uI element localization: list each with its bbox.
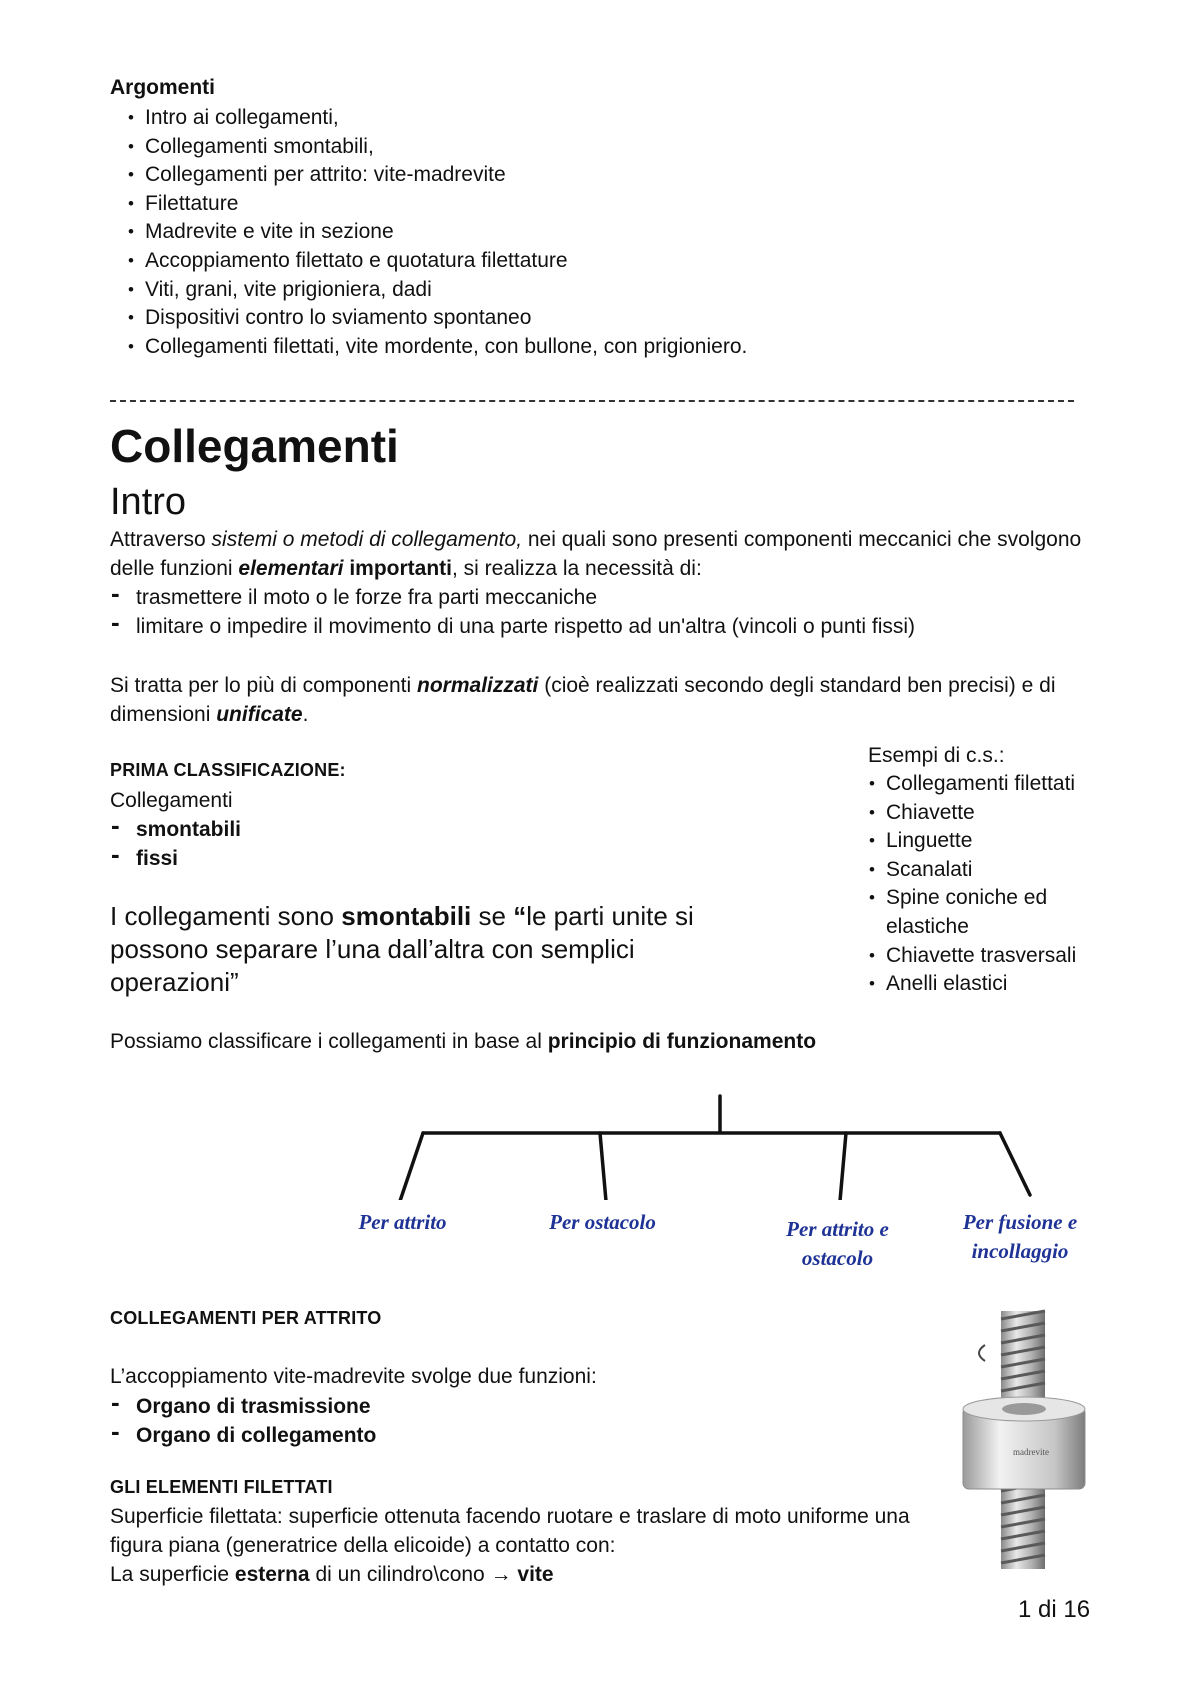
list-item: - trasmettere il moto o le forze fra parti meccaniche xyxy=(110,583,1110,612)
list-item: - Organo di trasmissione xyxy=(110,1392,610,1421)
threaded-heading: GLI ELEMENTI FILETTATI xyxy=(110,1477,333,1497)
list-item: • Collegamenti filettati, vite mordente, con bullone, con prigioniero. xyxy=(125,333,1025,362)
tree-leg-2 xyxy=(600,1133,606,1200)
tree-leg-4 xyxy=(1000,1133,1030,1195)
list-item: • Collegamenti filettati xyxy=(866,770,1116,799)
page-number: 1 di 16 xyxy=(1018,1596,1091,1623)
classification-heading: PRIMA CLASSIFICAZIONE: xyxy=(110,760,346,780)
list-item: • Filettature xyxy=(125,190,1025,219)
list-item: • Chiavette trasversali xyxy=(866,942,1116,971)
list-item: • Madrevite e vite in sezione xyxy=(125,218,1025,247)
quote-smontabili: smontabili xyxy=(341,901,472,931)
list-item: • Collegamenti per attrito: vite-madrevite xyxy=(125,161,1025,190)
diagram-label-attrito: Per attrito xyxy=(358,1210,447,1234)
diagram-label-fusione: Per fusione e incollaggio xyxy=(962,1210,1078,1263)
list-item: • Spine coniche ed elastiche xyxy=(866,884,1091,941)
list-item: • Accoppiamento filettato e quotatura filettature xyxy=(125,247,1025,276)
list-item: • Chiavette xyxy=(866,799,1116,828)
threaded-line: La superficie esterna di un cilindro\cono → vite xyxy=(110,1563,554,1586)
section-subtitle: Intro xyxy=(110,481,187,523)
diagram-label-attrito-ostacolo: Per attrito e ostacolo xyxy=(786,1217,889,1270)
topics-list xyxy=(125,104,1025,361)
classification-label: Collegamenti xyxy=(110,789,233,812)
topics-heading: Argomenti xyxy=(110,76,215,99)
friction-heading: COLLEGAMENTI PER ATTRITO xyxy=(110,1308,382,1328)
principle-bold: principio di funzionamento xyxy=(547,1030,817,1053)
list-item: • Anelli elastici xyxy=(866,970,1116,999)
section-divider xyxy=(110,400,1074,402)
screw-nut-illustration xyxy=(945,1305,1105,1575)
list-item: - limitare o impedire il movimento di una parte rispetto ad un'altra (vincoli o punti fissi) xyxy=(110,612,1110,641)
intro-importanti: importanti xyxy=(349,557,452,580)
intro-paragraph: Attraverso sistemi o metodi di collegamento, nei quali sono presenti componenti meccanici che svolgono delle funzioni elementari importanti, si realizza la necessità di: xyxy=(110,528,1082,580)
tree-leg-1 xyxy=(400,1133,423,1200)
examples-heading: Esempi di c.s.: xyxy=(868,744,1005,767)
principle-paragraph: Possiamo classificare i collegamenti in base al principio di funzionamento xyxy=(110,1030,817,1053)
list-item: - Organo di collegamento xyxy=(110,1421,610,1450)
vite-text: vite xyxy=(517,1563,554,1586)
page-title: Collegamenti xyxy=(110,420,399,472)
unificate-text: unificate xyxy=(216,703,303,726)
nut-label: madrevite xyxy=(1013,1447,1049,1457)
arrow-icon: → xyxy=(490,1563,512,1586)
intro-elementari: elementari xyxy=(238,557,344,580)
list-item: - smontabili xyxy=(110,815,510,844)
intro-dash-list xyxy=(110,583,1110,641)
rotation-arrow-icon xyxy=(979,1345,985,1361)
friction-list xyxy=(110,1392,610,1450)
tree-leg-3 xyxy=(840,1133,846,1200)
list-item: • Viti, grani, vite prigioniera, dadi xyxy=(125,276,1025,305)
list-item: - fissi xyxy=(110,844,510,873)
classification-list xyxy=(110,815,510,873)
smontabili-quote: I collegamenti sono smontabili se “le parti unite si possono separare l’una dall’altra con semplici operazioni” xyxy=(110,901,694,997)
list-item: • Dispositivi contro lo sviamento spontaneo xyxy=(125,304,1025,333)
examples-list xyxy=(866,770,1116,999)
normalized-paragraph: Si tratta per lo più di componenti normalizzati (cioè realizzati secondo degli standard ben precisi) e di dimensioni unificate. xyxy=(110,674,1056,726)
list-item: • Linguette xyxy=(866,827,1116,856)
classification-tree-diagram xyxy=(0,1090,1200,1200)
list-item: • Collegamenti smontabili, xyxy=(125,133,1025,162)
diagram-label-ostacolo: Per ostacolo xyxy=(549,1210,656,1234)
intro-emphasis: sistemi o metodi di collegamento, xyxy=(211,528,523,551)
list-item: • Intro ai collegamenti, xyxy=(125,104,1025,133)
esterna-text: esterna xyxy=(234,1563,310,1586)
friction-text: L’accoppiamento vite-madrevite svolge due funzioni: xyxy=(110,1365,597,1388)
list-item: • Scanalati xyxy=(866,856,1116,885)
threaded-text: Superficie filettata: superficie ottenuta facendo ruotare e traslare di moto uniforme una figura piana (generatrice della elicoide) a contatto con: xyxy=(110,1505,910,1557)
normalizzati-text: normalizzati xyxy=(417,674,539,697)
